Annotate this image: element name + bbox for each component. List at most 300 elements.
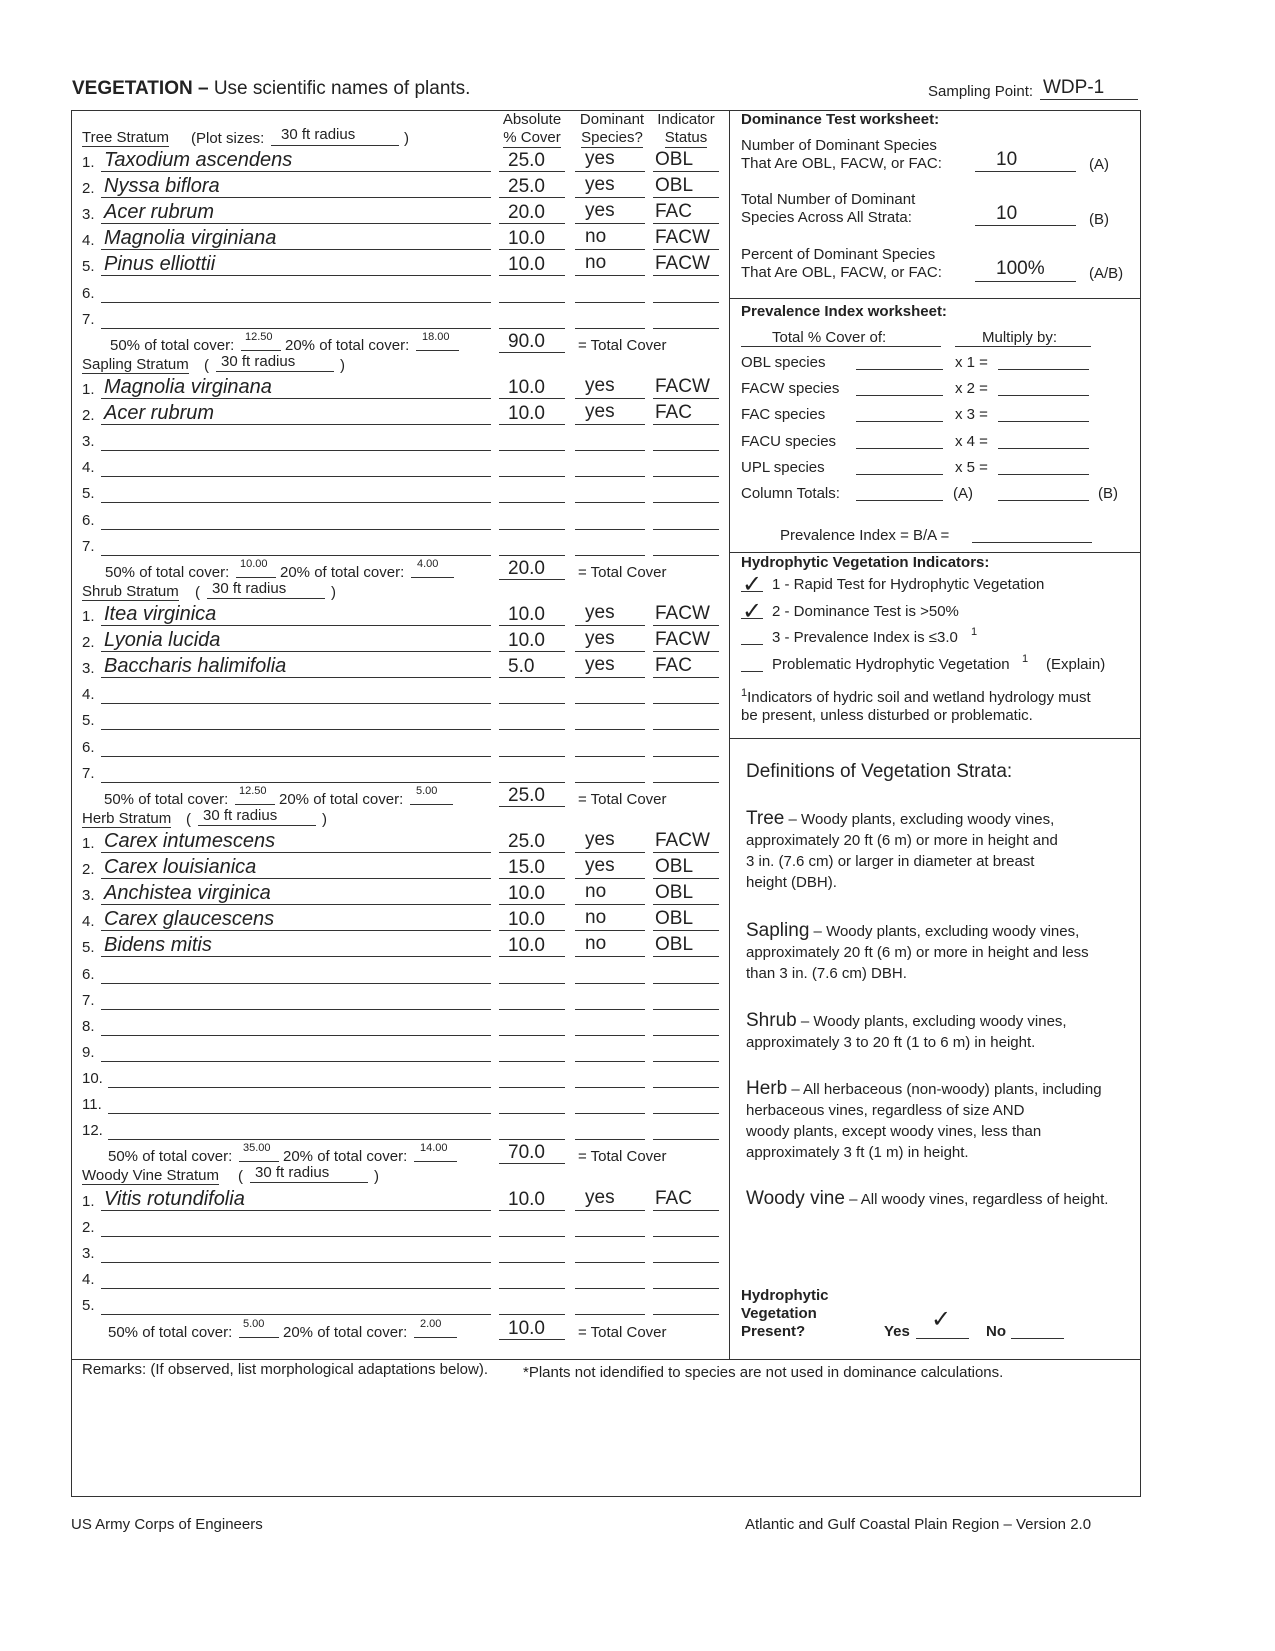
row-number: 5. xyxy=(82,939,95,957)
prevalence-multiplier: x 3 = xyxy=(955,406,988,424)
twenty-value[interactable]: 14.00 xyxy=(420,1142,448,1155)
indicator-line xyxy=(653,302,719,303)
dominant-value[interactable]: no xyxy=(585,252,607,274)
prevalence-product-field[interactable] xyxy=(998,369,1089,370)
twenty-line xyxy=(410,804,453,805)
dominance-a-tag: (A) xyxy=(1089,156,1109,173)
indicator-check-line xyxy=(741,644,763,645)
indicator-value[interactable]: OBL xyxy=(655,882,694,904)
species-name[interactable]: Carex intumescens xyxy=(104,830,276,852)
fifty-value[interactable]: 12.50 xyxy=(245,330,273,343)
cover-line xyxy=(499,1113,565,1114)
dominant-value[interactable]: yes xyxy=(585,401,615,423)
paren-close: ) xyxy=(404,130,409,147)
row-number: 1. xyxy=(82,1193,95,1210)
prevalence-index-field[interactable] xyxy=(972,542,1092,543)
row-number: 3. xyxy=(82,206,95,224)
veg-present-yes-label: Yes xyxy=(884,1323,910,1340)
paren-open: ( xyxy=(195,584,200,601)
cover-value[interactable]: 10.0 xyxy=(508,604,545,625)
row-number: 4. xyxy=(82,232,95,250)
cover-line xyxy=(499,555,565,556)
dominance-a-value: 10 xyxy=(996,149,1018,170)
cover-line xyxy=(499,502,565,503)
paren-close: ) xyxy=(331,584,336,601)
cover-line xyxy=(499,1288,565,1289)
cover-line xyxy=(499,529,565,530)
dominance-b-tag: (B) xyxy=(1089,211,1109,228)
prevalence-product-field[interactable] xyxy=(998,421,1089,422)
remarks-label: Remarks: (If observed, list morphological adaptations below). xyxy=(82,1361,489,1378)
indicator-line xyxy=(653,1061,719,1062)
indicator-text: 1 - Rapid Test for Hydrophytic Vegetation xyxy=(772,576,1045,593)
prevalence-row-label: OBL species xyxy=(741,354,826,371)
def-sapling-term: Sapling xyxy=(746,920,810,941)
species-name[interactable]: Lyonia lucida xyxy=(104,629,221,652)
fifty-label: 50% of total cover: xyxy=(108,1323,233,1341)
dominant-value[interactable]: no xyxy=(585,933,607,955)
veg-present-l2: Vegetation xyxy=(741,1305,817,1322)
indicator-value[interactable]: OBL xyxy=(655,856,694,878)
dominant-line xyxy=(575,197,645,198)
indicator-line xyxy=(653,529,719,530)
prevalence-product-field[interactable] xyxy=(998,474,1089,475)
dominant-value[interactable]: yes xyxy=(585,148,615,169)
total-cover-value[interactable]: 10.0 xyxy=(508,1317,545,1339)
species-name[interactable]: Carex glaucescens xyxy=(104,908,275,931)
indicator-value[interactable]: FAC xyxy=(655,655,692,677)
indicator-line xyxy=(653,1035,719,1036)
indicator-text: 3 - Prevalence Index is ≤3.0 xyxy=(772,629,958,646)
fifty-line xyxy=(239,1337,279,1338)
dominant-value[interactable]: no xyxy=(585,907,607,929)
total-cover-value[interactable]: 90.0 xyxy=(508,330,545,352)
indicator-line xyxy=(653,249,719,250)
dominant-value[interactable]: yes xyxy=(585,1187,615,1208)
row-number: 5. xyxy=(82,258,95,276)
cover-value[interactable]: 10.0 xyxy=(508,935,545,957)
indicator-line xyxy=(653,852,719,853)
twenty-value[interactable]: 2.00 xyxy=(420,1317,442,1330)
prevalence-cover-field[interactable] xyxy=(856,369,943,370)
row-number: 6. xyxy=(82,284,95,302)
prevalence-row-label: FACW species xyxy=(741,380,840,398)
dominant-value[interactable]: yes xyxy=(585,174,615,196)
remarks-field[interactable] xyxy=(82,1390,1132,1490)
twenty-line xyxy=(414,1337,457,1338)
fifty-value[interactable]: 5.00 xyxy=(243,1317,265,1330)
dominant-line xyxy=(575,677,645,678)
dominance-c-line1: Percent of Dominant Species xyxy=(741,246,936,263)
row-number: 3. xyxy=(82,660,95,678)
row-number: 3. xyxy=(82,1245,95,1263)
species-line xyxy=(101,302,491,303)
row-number: 4. xyxy=(82,913,95,931)
def-tree-1: – Woody plants, excluding woody vines, xyxy=(784,811,1055,828)
row-number: 6. xyxy=(82,965,95,983)
cover-value[interactable]: 10.0 xyxy=(508,228,545,250)
dominant-line xyxy=(575,171,645,172)
indicator-value[interactable]: FAC xyxy=(655,201,692,223)
indicator-value[interactable]: FACW xyxy=(655,227,710,249)
prevalence-multiplier: x 5 = xyxy=(955,458,988,476)
indicator-value[interactable]: OBL xyxy=(655,934,694,956)
hydro-note-sup: 1 xyxy=(741,687,748,699)
def-herb-term: Herb xyxy=(746,1078,788,1099)
species-name[interactable]: Vitis rotundifolia xyxy=(104,1188,245,1210)
species-line xyxy=(101,983,491,984)
cover-line xyxy=(499,1236,565,1237)
dominance-b-line2: Species Across All Strata: xyxy=(741,209,912,226)
species-name[interactable]: Anchistea virginica xyxy=(104,882,271,905)
row-number: 2. xyxy=(82,1219,95,1237)
indicator-value[interactable]: FACW xyxy=(655,830,710,851)
twenty-line xyxy=(414,1161,457,1162)
row-number: 7. xyxy=(82,991,95,1009)
prevalence-title: Prevalence Index worksheet: xyxy=(741,303,947,320)
def-shrub-2: approximately 3 to 20 ft (1 to 6 m) in height. xyxy=(746,1034,1036,1051)
indicator-line xyxy=(653,424,719,425)
cover-value[interactable]: 25.0 xyxy=(508,176,545,198)
indicator-line xyxy=(653,223,719,224)
indicator-line xyxy=(653,703,719,704)
def-tree xyxy=(746,808,1058,893)
species-line xyxy=(108,1139,491,1140)
cover-line xyxy=(499,983,565,984)
dominant-line xyxy=(575,398,645,399)
dominant-line xyxy=(575,1009,645,1010)
plot-size-value[interactable]: 30 ft radius xyxy=(281,126,356,143)
veg-present-l3: Present? xyxy=(741,1323,806,1340)
hydro-note-line2: be present, unless disturbed or problematic. xyxy=(741,707,1033,724)
hydro-title: Hydrophytic Vegetation Indicators: xyxy=(741,554,990,571)
twenty-value[interactable]: 18.00 xyxy=(422,330,450,343)
cover-line xyxy=(499,782,565,783)
cover-value[interactable]: 10.0 xyxy=(508,254,545,276)
cover-value[interactable]: 10.0 xyxy=(508,377,545,398)
col-indicator-2: Status xyxy=(664,129,708,146)
definitions-title: Definitions of Vegetation Strata: xyxy=(746,761,1013,782)
indicator-line xyxy=(653,878,719,879)
indicator-value[interactable]: OBL xyxy=(655,175,694,197)
twenty-label: 20% of total cover: xyxy=(285,336,410,354)
sampling-point-label: Sampling Point: xyxy=(928,83,1034,100)
dominant-line xyxy=(575,223,645,224)
row-number: 8. xyxy=(82,1017,95,1035)
column-total-b-field[interactable] xyxy=(998,500,1089,501)
veg-present-yes-check-icon[interactable]: ✓ xyxy=(931,1306,952,1333)
total-cover-label: = Total Cover xyxy=(578,1148,667,1166)
indicator-line xyxy=(653,956,719,957)
species-name[interactable]: Bidens mitis xyxy=(104,934,212,957)
fifty-line xyxy=(239,1161,279,1162)
veg-present-l1: Hydrophytic xyxy=(741,1287,829,1304)
dominant-line xyxy=(575,956,645,957)
indicator-line xyxy=(653,275,719,276)
plot-size-line xyxy=(271,145,399,146)
species-line xyxy=(101,782,491,783)
prevalence-cover-field[interactable] xyxy=(856,395,943,396)
prevalence-product-field[interactable] xyxy=(998,395,1089,396)
def-tree-term: Tree xyxy=(746,808,785,829)
veg-present-no-label: No xyxy=(986,1323,1006,1340)
dominant-value[interactable]: yes xyxy=(585,654,615,676)
dominant-value[interactable]: no xyxy=(585,226,607,248)
dominance-c-value: 100% xyxy=(996,258,1045,279)
cover-value[interactable]: 5.0 xyxy=(508,656,535,678)
cover-value[interactable]: 10.0 xyxy=(508,909,545,931)
indicator-line xyxy=(653,1314,719,1315)
veg-present-no-field[interactable] xyxy=(1011,1338,1064,1339)
indicator-value[interactable]: FAC xyxy=(655,402,692,424)
indicator-line xyxy=(653,756,719,757)
indicator-value[interactable]: OBL xyxy=(655,149,694,170)
indicator-line xyxy=(653,171,719,172)
cover-line xyxy=(499,703,565,704)
cover-value[interactable]: 10.0 xyxy=(508,1189,545,1210)
indicator-line xyxy=(653,1113,719,1114)
prevalence-row-label: FAC species xyxy=(741,406,826,424)
dominant-value[interactable]: yes xyxy=(585,829,615,850)
indicator-line xyxy=(653,1009,719,1010)
cover-line xyxy=(499,328,565,329)
species-line xyxy=(108,1113,491,1114)
row-number: 6. xyxy=(82,738,95,756)
species-name[interactable]: Nyssa biflora xyxy=(104,175,220,198)
row-number: 2. xyxy=(82,861,95,879)
def-sapling xyxy=(746,920,1089,984)
indicator-check-icon[interactable]: ✓ xyxy=(742,571,763,598)
indicator-line xyxy=(653,651,719,652)
hydro-note-line1: Indicators of hydric soil and wetland hydrology must xyxy=(747,689,1091,706)
sampling-point-value: WDP-1 xyxy=(1043,77,1105,98)
species-name[interactable]: Magnolia virginiana xyxy=(104,227,277,250)
dominance-c-line2: That Are OBL, FACW, or FAC: xyxy=(741,264,942,281)
col-indicator-header xyxy=(652,111,720,148)
paren-open: ( xyxy=(204,357,209,374)
prevalence-cover-field[interactable] xyxy=(856,474,943,475)
def-tree-2: approximately 20 ft (6 m) or more in height and xyxy=(746,832,1058,849)
col-dominant-1: Dominant xyxy=(579,111,645,128)
cover-line xyxy=(499,1262,565,1263)
row-number: 5. xyxy=(82,1297,95,1315)
twenty-label: 20% of total cover: xyxy=(283,1323,408,1341)
col-absolute-1: Absolute xyxy=(502,111,562,128)
twenty-label: 20% of total cover: xyxy=(279,790,404,808)
row-number: 4. xyxy=(82,459,95,477)
total-cover-value[interactable]: 20.0 xyxy=(508,557,545,579)
dominant-line xyxy=(575,782,645,783)
row-number: 7. xyxy=(82,537,95,555)
cover-value[interactable]: 25.0 xyxy=(508,150,545,171)
species-line xyxy=(101,450,491,451)
dominant-line xyxy=(575,476,645,477)
species-line xyxy=(101,1061,491,1062)
dominant-line xyxy=(575,450,645,451)
dominant-line xyxy=(575,703,645,704)
indicator-value[interactable]: FACW xyxy=(655,603,710,624)
species-name[interactable]: Itea virginica xyxy=(104,603,217,625)
dominance-b-line1: Total Number of Dominant xyxy=(741,191,916,208)
total-cover-value[interactable]: 70.0 xyxy=(508,1142,545,1164)
dominant-value[interactable]: yes xyxy=(585,375,615,396)
dominance-b-label xyxy=(741,191,915,227)
def-vine xyxy=(746,1188,1108,1210)
indicator-line xyxy=(653,1087,719,1088)
indicator-line xyxy=(653,1236,719,1237)
dominant-line xyxy=(575,852,645,853)
dominance-a-line2: That Are OBL, FACW, or FAC: xyxy=(741,155,942,172)
species-name[interactable]: Carex louisianica xyxy=(104,856,257,879)
indicator-check-line xyxy=(741,591,763,592)
dominant-line xyxy=(575,930,645,931)
explain-label: (Explain) xyxy=(1046,655,1106,673)
species-name[interactable]: Acer rubrum xyxy=(104,201,215,224)
indicator-line xyxy=(653,555,719,556)
twenty-value[interactable]: 5.00 xyxy=(416,784,438,797)
dominant-value[interactable]: yes xyxy=(585,628,615,650)
cover-value[interactable]: 10.0 xyxy=(508,883,545,905)
indicator-value[interactable]: FACW xyxy=(655,253,710,275)
species-line xyxy=(101,1314,491,1315)
twenty-value[interactable]: 4.00 xyxy=(417,557,439,570)
plot-size-line xyxy=(198,825,316,826)
dominance-a-line1: Number of Dominant Species xyxy=(741,137,937,154)
cover-value[interactable]: 15.0 xyxy=(508,857,545,879)
dominant-value[interactable]: yes xyxy=(585,602,615,623)
fifty-value[interactable]: 10.00 xyxy=(240,557,268,570)
species-line xyxy=(101,1236,491,1237)
indicator-line xyxy=(653,197,719,198)
cover-value[interactable]: 10.0 xyxy=(508,403,545,425)
dominant-line xyxy=(575,555,645,556)
dominant-line xyxy=(575,1314,645,1315)
row-number: 5. xyxy=(82,485,95,503)
dominance-b-value: 10 xyxy=(996,203,1018,224)
col-indicator-1: Indicator xyxy=(657,111,715,128)
twenty-label: 20% of total cover: xyxy=(280,563,405,581)
cover-line xyxy=(499,302,565,303)
indicator-value[interactable]: FACW xyxy=(655,629,710,651)
def-shrub xyxy=(746,1010,1067,1053)
dominant-line xyxy=(575,756,645,757)
paren-open: ( xyxy=(186,811,191,828)
species-line xyxy=(101,756,491,757)
def-tree-4: height (DBH). xyxy=(746,874,837,891)
fifty-label: 50% of total cover: xyxy=(104,790,229,808)
cover-line xyxy=(499,1087,565,1088)
paren-close: ) xyxy=(340,357,345,374)
column-total-a-field[interactable] xyxy=(856,500,943,501)
remarks-note: *Plants not idendified to species are not used in dominance calculations. xyxy=(523,1364,1004,1381)
indicator-line xyxy=(653,1288,719,1289)
plot-size-value[interactable]: 30 ft radius xyxy=(212,580,287,597)
fifty-line xyxy=(236,577,276,578)
indicator-check-icon[interactable]: ✓ xyxy=(742,597,763,625)
cover-line xyxy=(499,729,565,730)
indicator-line xyxy=(653,398,719,399)
species-line xyxy=(101,1035,491,1036)
prevalence-product-field[interactable] xyxy=(998,448,1089,449)
cover-value[interactable]: 25.0 xyxy=(508,831,545,852)
plot-size-value[interactable]: 30 ft radius xyxy=(255,1164,330,1181)
species-line xyxy=(108,1087,491,1088)
dominant-line xyxy=(575,651,645,652)
indicator-value[interactable]: FACW xyxy=(655,376,710,397)
dominant-line xyxy=(575,904,645,905)
indicator-line xyxy=(653,904,719,905)
species-name[interactable]: Magnolia virginana xyxy=(104,376,272,398)
row-number: 6. xyxy=(82,511,95,529)
dominant-value[interactable]: no xyxy=(585,881,607,903)
row-number: 2. xyxy=(82,634,95,652)
species-name[interactable]: Pinus elliottii xyxy=(104,253,216,276)
footer-left: US Army Corps of Engineers xyxy=(71,1516,263,1533)
def-herb-2: herbaceous vines, regardless of size AND xyxy=(746,1102,1025,1119)
total-cover-label: = Total Cover xyxy=(578,1323,667,1341)
fifty-value[interactable]: 12.50 xyxy=(239,784,267,797)
dominant-line xyxy=(575,424,645,425)
def-herb xyxy=(746,1078,1102,1163)
def-vine-1: – All woody vines, regardless of height. xyxy=(844,1191,1109,1208)
dominant-line xyxy=(575,983,645,984)
prevalence-cover-field[interactable] xyxy=(856,421,943,422)
hydro-note xyxy=(741,684,1091,725)
indicator-line xyxy=(653,476,719,477)
indicator-value[interactable]: FAC xyxy=(655,1188,692,1209)
species-line xyxy=(101,729,491,730)
indicator-line xyxy=(653,450,719,451)
dominant-value[interactable]: yes xyxy=(585,200,615,222)
prevalence-multiplier: x 2 = xyxy=(955,380,988,398)
dominant-line xyxy=(575,1061,645,1062)
plot-size-value[interactable]: 30 ft radius xyxy=(203,807,278,824)
cover-line xyxy=(499,1035,565,1036)
def-herb-1: – All herbaceous (non-woody) plants, including xyxy=(787,1081,1102,1098)
indicator-line xyxy=(653,930,719,931)
cover-value[interactable]: 20.0 xyxy=(508,202,545,224)
def-herb-4: approximately 3 ft (1 m) in height. xyxy=(746,1144,969,1161)
species-line xyxy=(101,1009,491,1010)
fifty-value[interactable]: 35.00 xyxy=(243,1142,271,1155)
dominant-value[interactable]: yes xyxy=(585,855,615,877)
cover-value[interactable]: 10.0 xyxy=(508,630,545,652)
twenty-line xyxy=(416,350,459,351)
dominant-line xyxy=(575,1288,645,1289)
prevalence-index-label: Prevalence Index = B/A = xyxy=(780,527,950,544)
species-name[interactable]: Baccharis halimifolia xyxy=(104,655,287,678)
prevalence-col2: Multiply by: xyxy=(982,329,1058,346)
def-shrub-term: Shrub xyxy=(746,1010,797,1031)
dominant-line xyxy=(575,1113,645,1114)
row-number: 3. xyxy=(82,433,95,451)
dominance-c-label xyxy=(741,246,942,282)
prevalence-cover-field[interactable] xyxy=(856,448,943,449)
species-name[interactable]: Acer rubrum xyxy=(104,402,215,425)
indicator-value[interactable]: OBL xyxy=(655,908,694,930)
indicator-footnote-mark: 1 xyxy=(971,626,978,638)
cover-line xyxy=(499,756,565,757)
plot-size-value[interactable]: 30 ft radius xyxy=(221,353,296,370)
indicator-check-line xyxy=(741,618,763,619)
species-name[interactable]: Taxodium ascendens xyxy=(104,149,293,171)
dominant-line xyxy=(575,302,645,303)
row-number: 1. xyxy=(82,154,95,171)
indicator-line xyxy=(653,1262,719,1263)
dominance-title: Dominance Test worksheet: xyxy=(741,111,940,128)
dominance-a-label xyxy=(741,137,942,173)
total-cover-value[interactable]: 25.0 xyxy=(508,784,545,806)
